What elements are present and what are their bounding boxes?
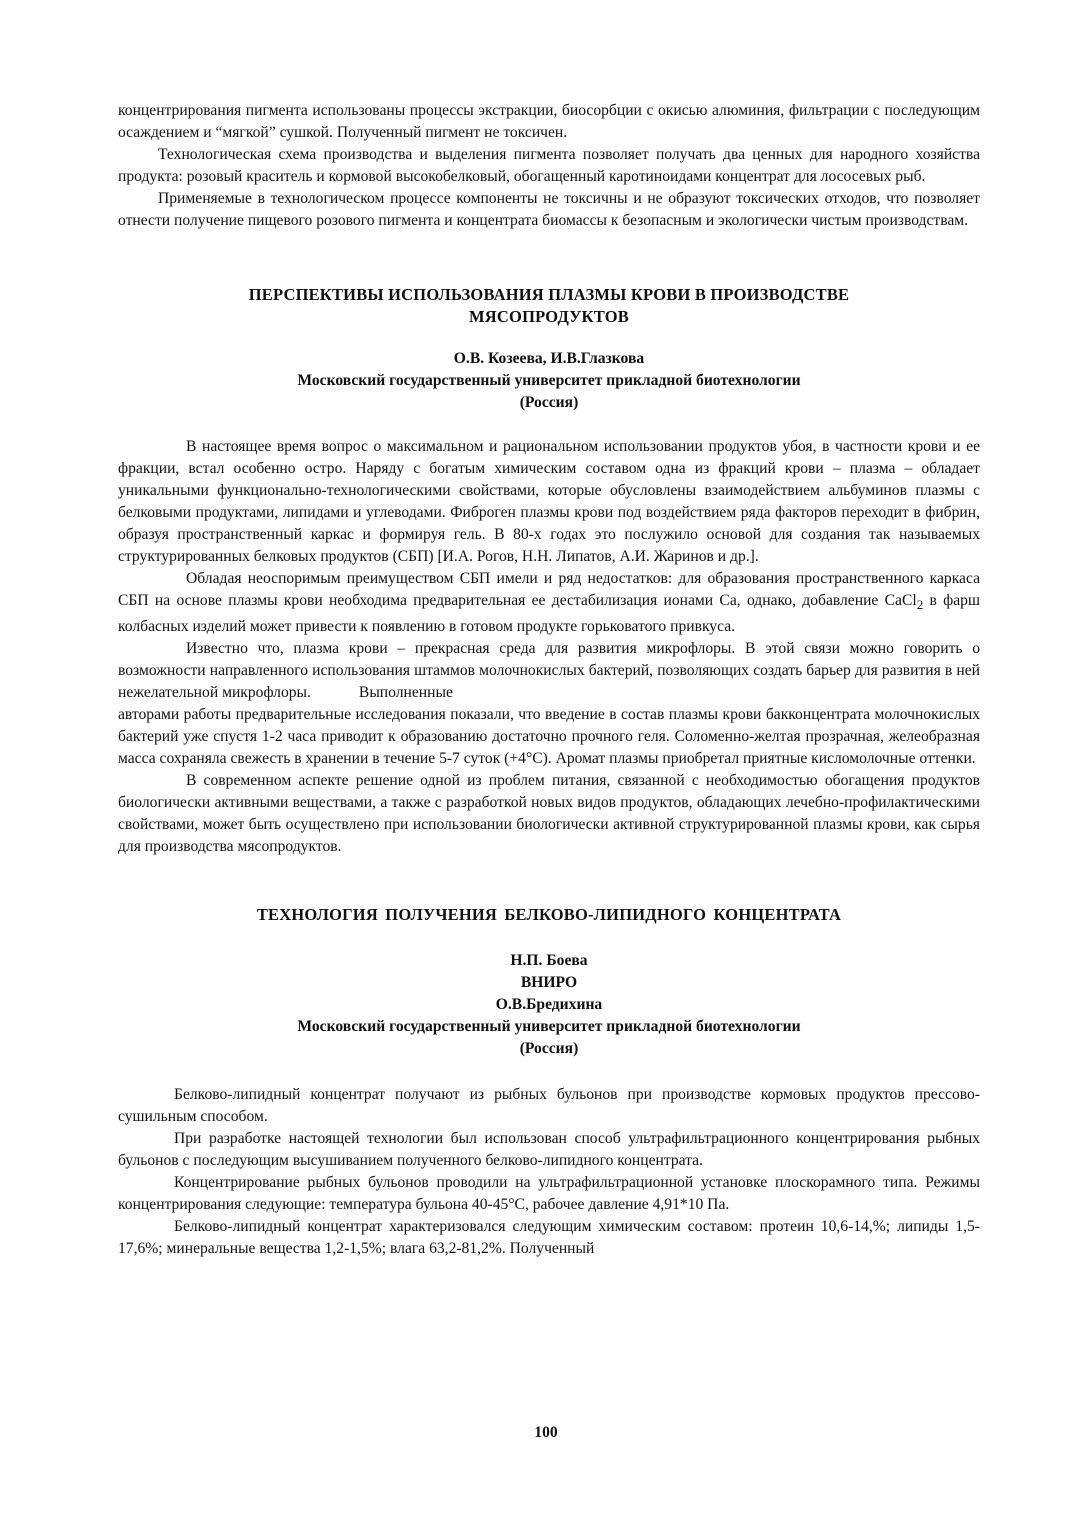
article2-paragraph-3: Концентрирование рыбных бульонов проводили на ультрафильтрационной установке плоскорамного типа. Режимы концентрирования следующие: температура бульона 40-45°С, рабочее давление 4,91*10 Па. (118, 1174, 980, 1214)
article1-paragraph-1: В настоящее время вопрос о максимальном и рациональном использовании продуктов убоя, в частности крови и ее фракции, встал особенно остро. Наряду с богатым химическим составом одна из фракций крови – плазма – обладает уникальными функционально-технологическими свойствами, которые обусловлены взаимодействием альбуминов плазмы с белковыми продуктами, липидами и углеводами. Фиброген плазмы крови под воздействием ряда факторов переходит в фибрин, образуя пространственный каркас и формируя гель. В 80-х годах это послужило основой для создания так называемых структурированных белковых продуктов (СБП) [И.А. Рогов, Н.Н. Липатов, А.И. Жаринов и др.]. (118, 438, 980, 565)
intro-paragraph-3: Применяемые в технологическом процессе компоненты не токсичны и не образуют токсических отходов, что позволяет отнести получение пищевого розового пигмента и концентрата биомассы к безопасным и экологически чистым производствам. (118, 190, 980, 229)
article1-paragraph-4: В современном аспекте решение одной из проблем питания, связанной с необходимостью обогащения продуктов биологически активными веществами, а также с разработкой новых видов продуктов, обладающих лечебно-профилактическими свойствами, может быть осуществлено при использовании биологически активной структурированной плазмы крови, как сырья для производства мясопродуктов. (118, 772, 980, 856)
article1-authors: О.В. Козеева, И.В.Глазкова (453, 350, 645, 367)
article1-paragraph-2 (118, 568, 980, 638)
page-number: 100 (534, 1424, 558, 1441)
article1-paragraph-3 (118, 638, 980, 704)
article1-paragraph-2-subscript: 2 (916, 597, 924, 613)
article2-author-2: О.В.Бредихина (495, 996, 603, 1014)
article2-paragraph-1: Белково-липидный концентрат получают из рыбных бульонов при производстве кормовых продуктов прессово-сушильным способом. (118, 1086, 980, 1126)
article1-title (118, 284, 980, 328)
article1-country: (Россия) (519, 394, 579, 411)
article1-paragraph-3-continued: авторами работы предварительные исследования показали, что введение в состав плазмы крови бакконцентрата молочнокислых бактерий уже спустя 1-2 часа приводит к образованию достаточно прочного геля. Соломенно-желтая прозрачная, желеобразная масса сохраняла свежесть в хранении в течение 5-7 суток (+4°С). Аромат плазмы приобретал приятные кисломолочные оттенки. (118, 706, 980, 768)
article2-title: ТЕХНОЛОГИЯ ПОЛУЧЕНИЯ БЕЛКОВО-ЛИПИДНОГО КОНЦЕНТРАТА (256, 905, 842, 925)
page-body (118, 100, 980, 1260)
article1-title-line2: МЯСОПРОДУКТОВ (469, 307, 629, 326)
article2-paragraph-2: При разработке настоящей технологии был использован способ ультрафильтрационного концентрирования рыбных бульонов с последующим высушиванием полученного белково-липидного концентрата. (118, 1130, 980, 1170)
article1-paragraph-2-part-a: Обладая неоспоримым преимуществом СБП имели и ряд недостатков: для образования пространственного каркаса СБП на основе плазмы крови необходима предварительная ее дестабилизация ионами Са, однако, добавление CaCl (118, 570, 980, 609)
article2-byline (118, 950, 980, 1060)
article1-byline (118, 348, 980, 414)
article2-paragraph-4: Белково-липидный концентрат характеризовался следующим химическим составом: протеин 10,6-14,%; липиды 1,5-17,6%; минеральные вещества 1,2-1,5%; влага 63,2-81,2%. Полученный (118, 1218, 980, 1258)
article2-author-1: Н.П. Боева (510, 952, 588, 970)
article1-paragraph-3-part-b: Выполненные (358, 684, 453, 702)
article1-paragraph-2-part-b: в фарш колбасных изделий может привести к появлению в готовом продукте горьковатого привкуса. (118, 592, 980, 636)
article1-affiliation: Московский государственный университет прикладной биотехнологии (297, 372, 801, 389)
article1-title-line1: ПЕРСПЕКТИВЫ ИСПОЛЬЗОВАНИЯ ПЛАЗМЫ КРОВИ В ПРОИЗВОДСТВЕ (248, 285, 850, 304)
intro-paragraph-2: Технологическая схема производства и выделения пигмента позволяет получать два ценных для народного хозяйства продукта: розовый краситель и кормовой высокобелковый, обогащенный каротиноидами концентрат для лососевых рыб. (118, 146, 980, 185)
article1-paragraph-3-part-a: Известно что, плазма крови – прекрасная среда для развития микрофлоры. В этой связи можно говорить о возможности направленного использования штаммов молочнокислых бактерий, позволяющих создать барьер для развития в ней нежелательной микрофлоры. (118, 640, 980, 702)
intro-paragraph-1: концентрирования пигмента использованы процессы экстракции, биосорбции с окисью алюминия, фильтрации с последующим осаждением и “мягкой” сушкой. Полученный пигмент не токсичен. (118, 102, 980, 141)
article2-org-1: ВНИРО (520, 974, 578, 992)
article2-country: (Россия) (519, 1040, 579, 1058)
article2-affiliation: Московский государственный университет прикладной биотехнологии (297, 1018, 801, 1036)
